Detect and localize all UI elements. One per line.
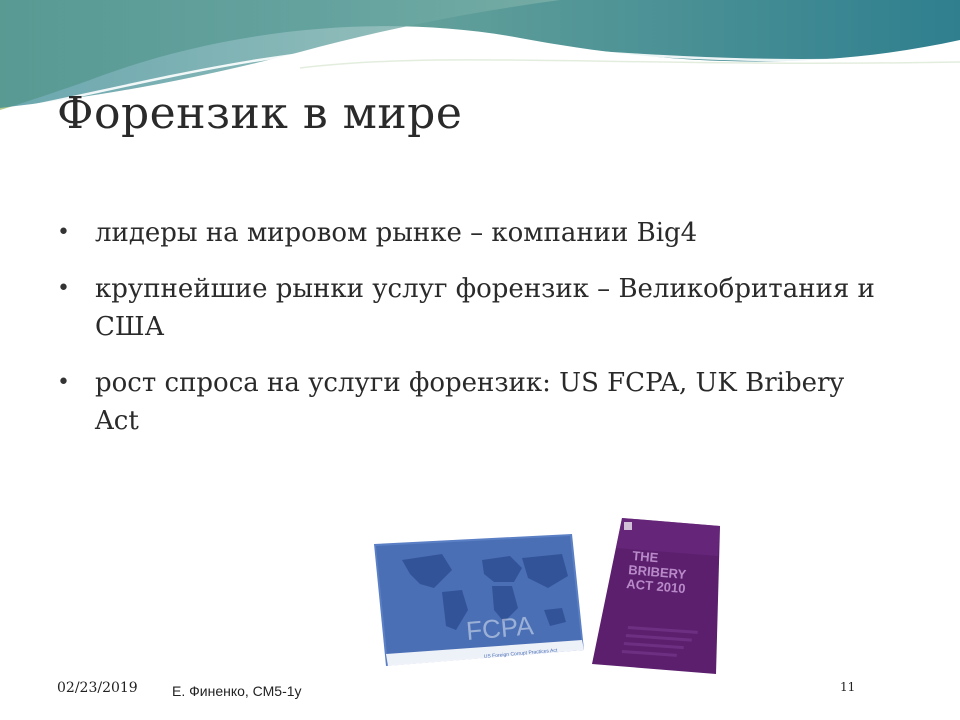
bullet-text: лидеры на мировом рынке – компании Big4 [95,218,698,248]
bullet-dot-icon: • [57,220,70,245]
bullet-text: крупнейшие рынки услуг форензик – Великобритания и США [95,274,875,342]
bullet-item [57,270,877,346]
footer-date: 02/23/2019 [57,680,138,696]
slide-title: Форензик в мире [57,88,463,139]
crown-emblem-icon [624,522,632,530]
footer-page-number: 11 [840,680,856,694]
bullet-item [57,364,877,440]
bribery-act-cover-image [588,516,728,676]
fcpa-cover-caption: US Foreign Corrupt Practices Act [483,647,558,660]
fcpa-cover-label: FCPA [464,610,535,646]
bullet-text: рост спроса на услуги форензик: US FCPA, UK Bribery Act [95,368,845,436]
bullet-dot-icon: • [57,276,70,301]
bribery-cover-line2: BRIBERY [627,562,687,583]
bribery-cover-line1: THE [631,548,659,566]
footer-author: Е. Финенко, СМ5-1у [172,683,302,699]
bribery-cover-line3: ACT 2010 [625,576,687,597]
fcpa-cover-image [372,530,587,670]
bullet-list [57,214,877,458]
bullet-item [57,214,877,252]
bullet-dot-icon: • [57,370,70,395]
